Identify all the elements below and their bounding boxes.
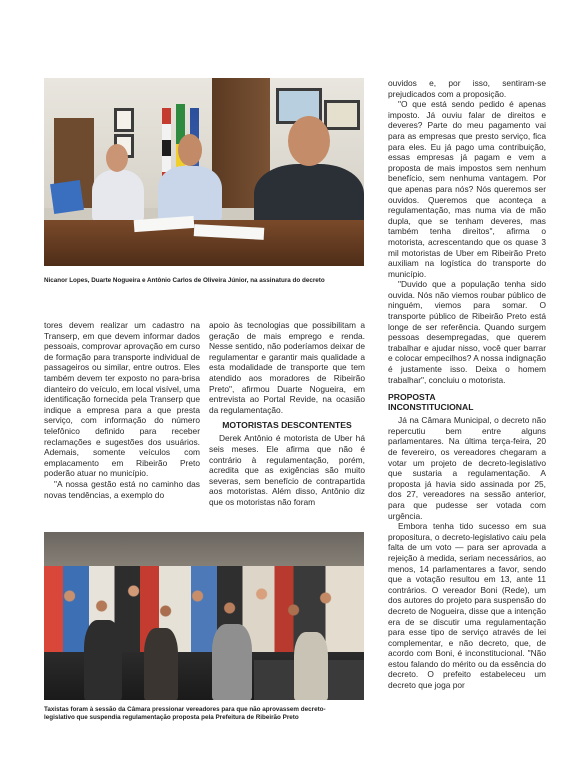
council-session-photo <box>44 532 364 700</box>
col2-subheading: MOTORISTAS DESCONTENTES <box>222 420 352 431</box>
col1-paragraph-1: tores devem realizar um cadastro na Transerp, em que devem informar dados pessoais, comprovar aprovação em curso de formação para transporte individual de passageiros ou similar, entre outros. Eles também devem ter exposto no para-brisa dianteiro do veículo, em local visível, uma identificação fornecida pela Transerp que indique a empresa para a que presta serviço, com informação do número telefônico definido para receber reclamações e sugestões dos usuários. Ademais, somente veículos com emplacamento em Ribeirão Preto poderão atuar no município. <box>44 320 200 479</box>
flag-desk <box>50 180 84 214</box>
person-center <box>158 166 222 222</box>
person-right-head <box>288 116 330 166</box>
col3-paragraph-5: Embora tenha tido sucesso em sua propositura, o decreto-legislativo caiu pela falta de um voto — para ser aprovada a rejeição à medida, seriam necessários, ao menos, 14 parlamentares a favor, sendo que a votação resultou em 13, ante 11 contrários. O vereador Boni (Rede), um dos autores do projeto para suspensão do decreto de Nogueira, disse que a intenção era de se discutir uma regulamentação para esse tipo de serviço através de lei complementar, e não decreto, que, de acordo com Boni, é inconstitucional. "Não estou falando do mérito ou da essência do decreto. O prefeito estabeleceu um decreto que joga por <box>388 521 546 691</box>
col3-subheading-line-1: PROPOSTA <box>388 392 436 403</box>
col3-paragraph-1: ouvidos e, por isso, sentiram-se prejudicados com a proposição. <box>388 78 546 99</box>
bottom-caption-line-1: Taxistas foram à sessão da Câmara pressionar vereadores para que não aprovassem decreto- <box>44 706 326 713</box>
article-column-2 <box>209 320 365 508</box>
photo-frame <box>114 108 134 132</box>
signing-photo <box>44 78 364 266</box>
person-left-head <box>106 144 128 172</box>
col3-subheading-line-2: INCONSTITUCIONAL <box>388 402 474 413</box>
col2-paragraph-2: Derek Antônio é motorista de Uber há seis meses. Ele afirma que não é contrário à regulamentação, porém, acredita que as exigências são muito severas, sem benefício de contrapartida aos motoristas. Além disso, Antônio diz que os motoristas não foram <box>209 433 365 507</box>
person-foreground <box>84 620 122 700</box>
person-left <box>92 170 144 222</box>
col1-paragraph-2: "A nossa gestão está no caminho das novas tendências, a exemplo do <box>44 478 200 500</box>
photo-frame <box>324 100 360 130</box>
bottom-caption-line-2: legislativo que suspendia regulamentação proposta pela Prefeitura de Ribeirão Preto <box>44 714 299 721</box>
person-foreground <box>294 632 328 700</box>
person-center-head <box>178 134 202 166</box>
person-foreground <box>212 624 252 700</box>
article-column-3 <box>388 78 546 691</box>
top-photo-caption: Nicanor Lopes, Duarte Nogueira e Antônio Carlos de Oliveira Júnior, na assinatura do decreto <box>44 277 325 284</box>
col3-subheading <box>388 392 546 412</box>
col2-paragraph-1: apoio às tecnologias que possibilitam a geração de mais emprego e renda. Nesse sentido, não poderíamos deixar de regulamentar e garantir mais qualidade a esta modalidade de transporte que tem atendido aos moradores de Ribeirão Preto", afirmou Duarte Nogueira, em entrevista ao Portal Revide, na ocasião da regulamentação. <box>209 320 365 415</box>
col3-paragraph-3: "Duvido que a população tenha sido ouvida. Nós não viemos roubar público de ninguém, viemos para somar. O transporte público de Ribeirão Preto está longe de ser referência. Quando surgem pessoas desempregadas, que querem trabalhar e ajudar nisso, você quer barrar e colocar empecilhos? A nossa indignação é justamente isso. Deixa o homem trabalhar", concluiu o motorista. <box>388 279 546 385</box>
col3-paragraph-2: "O que está sendo pedido é apenas imposto. Já ouviu falar de direitos e deveres? Parte do meu pagamento vai para as empresas que presto serviço, fica para eles. Eu já pago uma contribuição, essas empresas já pagam e vem a proposta de mais impostos sem nenhum benefício, sem nenhuma vantagem. Por que apenas para nós? Nós queremos ser ouvidos. Queremos que aconteça a regulamentação, mas numa via de mão dupla, que se tenham deveres, mas também tenha direitos", afirma o motorista, acrescentando que os quase 3 mil motoristas de Uber em Ribeirão Preto auxiliam na logística do transporte do município. <box>388 99 546 279</box>
article-column-1 <box>44 320 200 500</box>
bottom-photo-caption <box>44 706 374 722</box>
col3-paragraph-4: Já na Câmara Municipal, o decreto não repercutiu bem entre alguns parlamentares. Na última terça-feira, 20 de fevereiro, os vereadores chegaram a votar um projeto de decreto-legislativo que sustaria a regulamentação. A proposta já havia sido assinada por 25, dos 27, vereadores na sessão anterior, para que pudesse ser votada com urgência. <box>388 415 546 521</box>
person-foreground <box>144 628 178 700</box>
